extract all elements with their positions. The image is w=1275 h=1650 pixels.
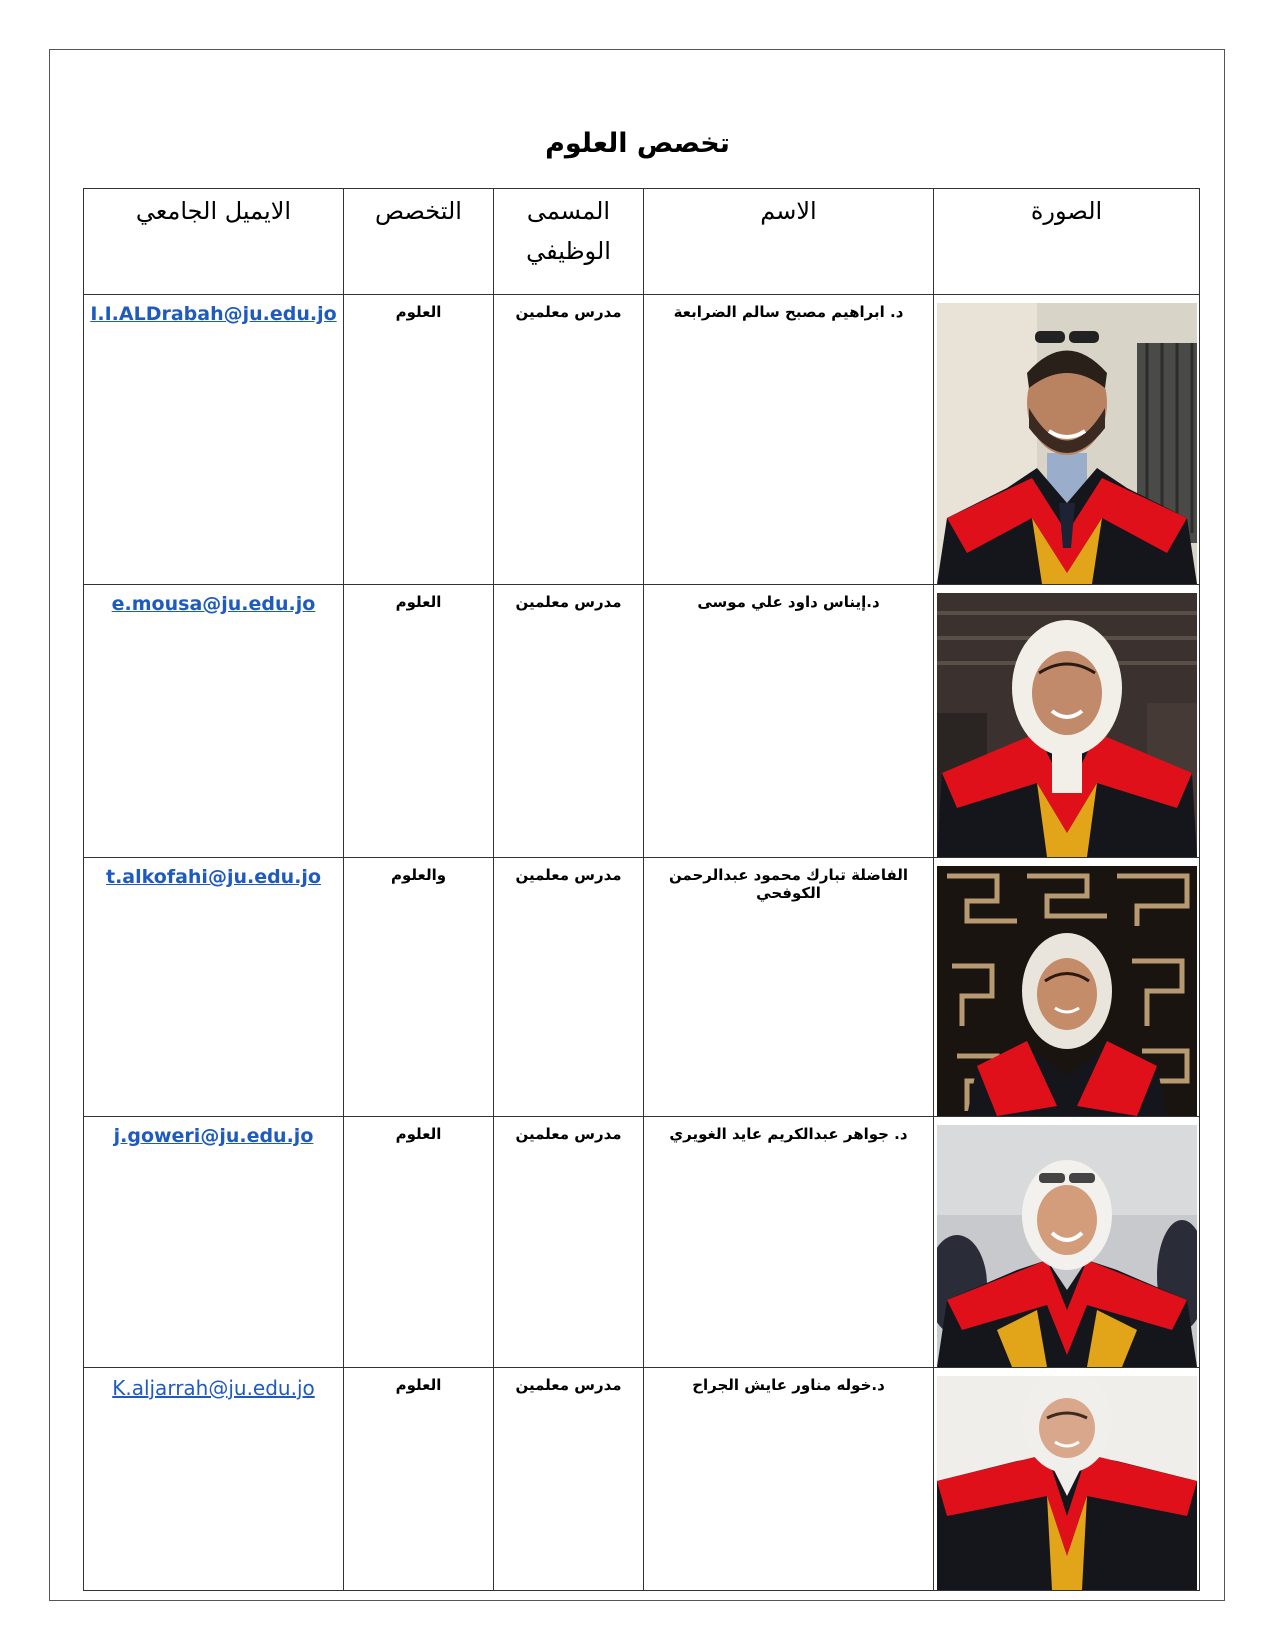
name-cell: د. جواهر عبدالكريم عايد الغويري [644, 1117, 934, 1368]
email-cell [84, 858, 344, 1117]
email-cell [84, 1117, 344, 1368]
job-title-cell: مدرس معلمين [494, 1117, 644, 1368]
name-cell: الفاضلة تبارك محمود عبدالرحمن الكوفحي [644, 858, 934, 1117]
photo-cell [934, 585, 1200, 858]
header-job-title: المسمى الوظيفي [494, 189, 644, 295]
specialization-cell: العلوم [344, 585, 494, 858]
staff-photo [937, 866, 1197, 1116]
table-row [84, 585, 1200, 858]
name-cell: د. ابراهيم مصبح سالم الضرابعة [644, 295, 934, 585]
header-name: الاسم [644, 189, 934, 295]
header-email: الايميل الجامعي [84, 189, 344, 295]
specialization-cell: والعلوم [344, 858, 494, 1117]
photo-cell [934, 1368, 1200, 1591]
job-title-cell: مدرس معلمين [494, 858, 644, 1117]
photo-cell [934, 1117, 1200, 1368]
email-link[interactable]: j.goweri@ju.edu.jo [113, 1125, 314, 1147]
email-cell [84, 295, 344, 585]
email-link[interactable]: K.aljarrah@ju.edu.jo [112, 1376, 315, 1400]
email-link[interactable]: t.alkofahi@ju.edu.jo [106, 866, 321, 888]
page-title: تخصص العلوم [545, 128, 730, 159]
staff-table [83, 188, 1200, 1591]
email-link[interactable]: I.I.ALDrabah@ju.edu.jo [90, 303, 337, 325]
specialization-cell: العلوم [344, 1368, 494, 1591]
name-cell: د.إيناس داود علي موسى [644, 585, 934, 858]
photo-cell [934, 858, 1200, 1117]
email-cell [84, 585, 344, 858]
email-cell [84, 1368, 344, 1591]
staff-photo [937, 1125, 1197, 1367]
header-specialization: التخصص [344, 189, 494, 295]
name-cell: د.خوله مناور عايش الجراح [644, 1368, 934, 1591]
table-row [84, 1368, 1200, 1591]
staff-photo [937, 1376, 1197, 1590]
job-title-cell: مدرس معلمين [494, 585, 644, 858]
staff-photo [937, 593, 1197, 857]
specialization-cell: العلوم [344, 1117, 494, 1368]
specialization-cell: العلوم [344, 295, 494, 585]
table-row [84, 1117, 1200, 1368]
job-title-cell: مدرس معلمين [494, 1368, 644, 1591]
table-row [84, 295, 1200, 585]
table-header-row [84, 189, 1200, 295]
photo-cell [934, 295, 1200, 585]
staff-photo [937, 303, 1197, 584]
job-title-cell: مدرس معلمين [494, 295, 644, 585]
table-row [84, 858, 1200, 1117]
header-photo: الصورة [934, 189, 1200, 295]
email-link[interactable]: e.mousa@ju.edu.jo [111, 593, 316, 615]
